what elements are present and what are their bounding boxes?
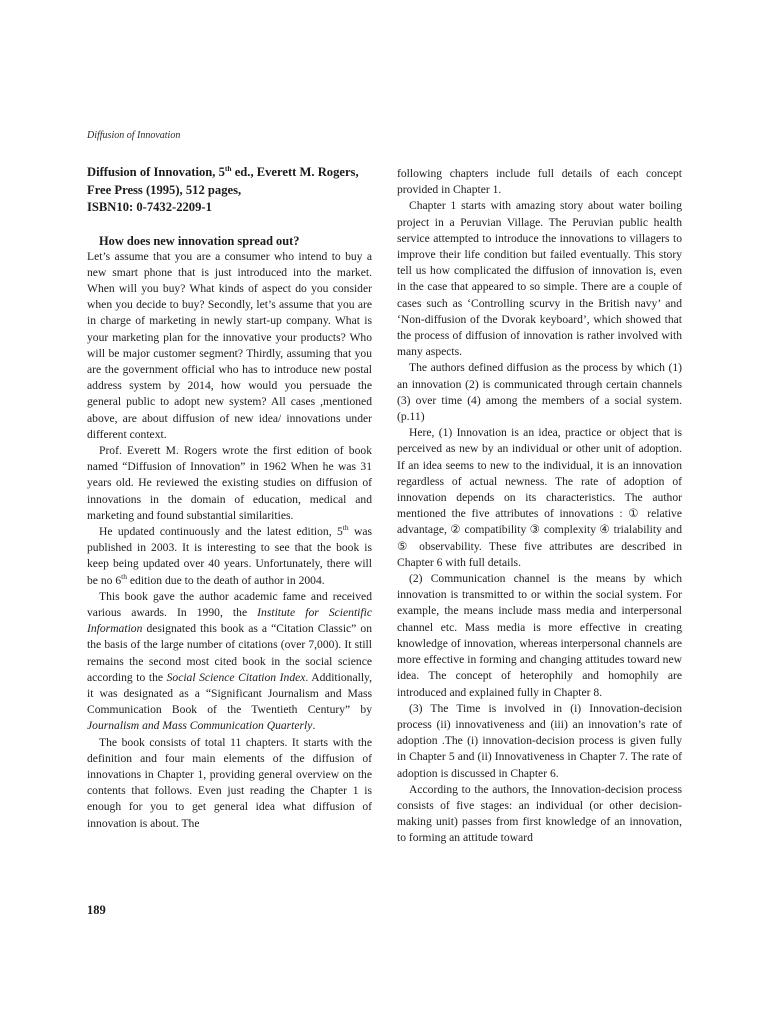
paragraph-chapters: The book consists of total 11 chapters. It starts with the definition and four main elements of the diffusion of innovations in Chapter 1, providing general overview on the contents that follows. Even just reading the Chapter 1 is enough for you to get general idea what diffusion of innovation is about. The [87, 735, 372, 830]
paragraph-definition: The authors defined diffusion as the process by which (1) an innovation (2) is communicated through certain channels (3) over time (4) among the members of a social system. (p.11) [397, 361, 682, 424]
paragraph-editions: He updated continuously and the latest edition, 5th was published in 2003. It is interesting to see that the book is keep being updated over 40 years. Unfortunately, there will be no 6th edition due to the death of author in 2004. [87, 523, 372, 587]
paragraph-awards: This book gave the author academic fame and received various awards. In 1990, the Institute for Scientific Information designated this book as a “Citation Classic” on the basis of the large number of citations (over 7,000). It still remains the second most cited book in the social science according to the Social Science Citation Index. Additionally, it was designated as a “Significant Journalism and Mass Communication Book of the Twentieth Century” by Journalism and Mass Communication Quarterly. [87, 589, 372, 733]
page-number: 189 [87, 903, 106, 917]
isbn: ISBN10: 0-7432-2209-1 [87, 200, 212, 214]
book-citation: Diffusion of Innovation, 5th ed., Everett M. Rogers, Free Press (1995), 512 pages, [87, 163, 359, 197]
paragraph-innovation: Here, (1) Innovation is an idea, practice or object that is perceived as new by an individual or other unit of adoption. If an idea seems to new to the individual, it is an innovation regardless of actual newness. The rate of adoption of innovation depends on its characteristics. The author mentioned the five attributes of innovations : ① relative advantage, ② compatibility ③ complexity ④ trialability and ⑤ observability. These five attributes are described in Chapter 6 with full details. [397, 426, 682, 569]
paragraph-time: (3) The Time is involved in (i) Innovation-decision process (ii) innovativeness and (iii) an innovation’s rate of adoption .The (i) innovation-decision process is given fully in Chapter 5 and (ii) Innovativeness in Chapter 7. The rate of adoption is discussed in Chapter 6. [397, 701, 682, 780]
paragraph-continuation: following chapters include full details of each concept provided in Chapter 1. [397, 167, 682, 197]
paragraph-author: Prof. Everett M. Rogers wrote the first edition of book named “Diffusion of Innovation” in 1962 When he was 31 years old. He reviewed the existing studies on diffusion of innovations in the domain of education, medical and marketing and found substantial similarities. [87, 443, 372, 522]
right-column [397, 166, 682, 847]
bibliographic-entry [87, 164, 372, 217]
left-column [87, 164, 372, 832]
paragraph-decision-process: According to the authors, the Innovation-decision process consists of five stages: an individual (or other decision-making unit) passes from first knowledge of an innovation, to forming an attitude toward [397, 782, 682, 845]
paragraph-intro: Let’s assume that you are a consumer who intend to buy a new smart phone that is just introduced into the market. When will you buy? What kinds of aspect do you consider when you decide to buy? Secondly, let’s assume that you are in charge of marketing in newly start-up company. What is your marketing plan for the innovative your products? Who will be major customer segment? Thirdly, assuming that you are the government official who has to introduce new postal address system by 2014, how would you persuade the general public to adopt new system? All cases ,mentioned above, are about diffusion of new idea/ innovations under different context. [87, 249, 372, 441]
section-heading: How does new innovation spread out? [99, 233, 300, 248]
running-header: Diffusion of Innovation [87, 130, 181, 141]
paragraph-chapter-1: Chapter 1 starts with amazing story about water boiling project in a Peruvian Village. The Peruvian public health service attempted to introduce the innovations to villagers to improve their life condition but failed eventually. This story tell us how complicated the diffusion of innovation is, even in the case that appeared to so simple. There are a couple of cases such as ‘Controlling scurvy in the British navy’ and ‘Non-diffusion of the Dvorak keyboard’, which showed that the process of diffusion of innovation is rather involved with many aspects. [397, 199, 682, 359]
paragraph-communication-channel: (2) Communication channel is the means by which innovation is transmitted to or within the social system. For example, the means include mass media and interpersonal channel etc. Mass media is more effective in creating knowledge of innovation, whereas interpersonal channels are more effective in forming and changing attitudes toward new idea. The concept of heterophily and homophily are introduced and explained fully in Chapter 8. [397, 572, 682, 699]
